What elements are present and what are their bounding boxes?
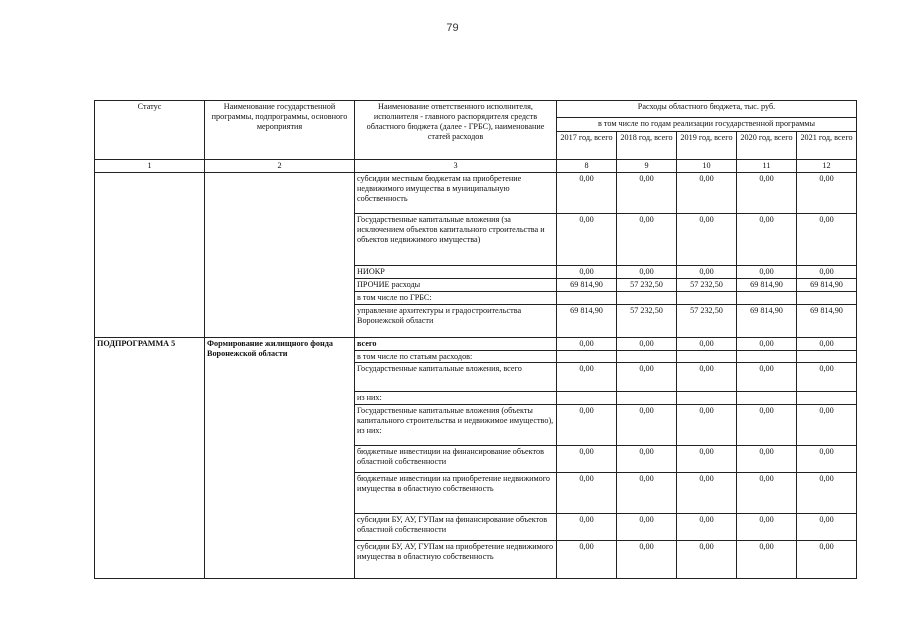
value-cell: 0,00 — [557, 213, 617, 265]
value-cell: 0,00 — [557, 337, 617, 350]
value-cell: 0,00 — [677, 473, 737, 514]
row-label: субсидии местным бюджетам на приобретение недвижимого имущества в муниципальную собственность — [355, 172, 557, 213]
value-cell: 69 814,90 — [797, 278, 857, 291]
column-number: 3 — [355, 160, 557, 173]
value-cell: 0,00 — [797, 363, 857, 392]
value-cell: 0,00 — [617, 265, 677, 278]
value-cell: 69 814,90 — [737, 304, 797, 337]
row-label: Государственные капитальные вложения, всего — [355, 363, 557, 392]
row-label: бюджетные инвестиции на приобретение недвижимого имущества в областную собственность — [355, 473, 557, 514]
value-cell: 69 814,90 — [797, 304, 857, 337]
value-cell: 69 814,90 — [557, 304, 617, 337]
column-number-row — [95, 160, 857, 173]
page-number: 79 — [446, 22, 459, 34]
value-cell — [797, 291, 857, 304]
value-cell: 0,00 — [677, 446, 737, 473]
name-cell-empty — [205, 172, 355, 337]
value-cell: 0,00 — [617, 541, 677, 579]
column-number: 10 — [677, 160, 737, 173]
value-cell — [677, 291, 737, 304]
subprogram-status: ПОДПРОГРАММА 5 — [95, 337, 205, 579]
value-cell: 0,00 — [617, 213, 677, 265]
value-cell: 0,00 — [677, 514, 737, 541]
value-cell: 0,00 — [737, 363, 797, 392]
value-cell: 57 232,50 — [617, 278, 677, 291]
value-cell: 0,00 — [677, 405, 737, 446]
column-number: 1 — [95, 160, 205, 173]
value-cell: 0,00 — [737, 405, 797, 446]
header-year: 2020 год, всего — [737, 132, 797, 160]
value-cell: 0,00 — [557, 473, 617, 514]
row-label: субсидии БУ, АУ, ГУПам на приобретение недвижимого имущества в областную собственность — [355, 541, 557, 579]
column-number: 2 — [205, 160, 355, 173]
value-cell: 0,00 — [797, 337, 857, 350]
value-cell — [557, 291, 617, 304]
value-cell: 0,00 — [797, 172, 857, 213]
column-number: 9 — [617, 160, 677, 173]
value-cell: 0,00 — [797, 405, 857, 446]
value-cell: 0,00 — [677, 337, 737, 350]
table-row — [95, 337, 857, 350]
value-cell: 0,00 — [617, 446, 677, 473]
value-cell — [677, 392, 737, 405]
value-cell: 0,00 — [677, 213, 737, 265]
column-number: 12 — [797, 160, 857, 173]
value-cell: 0,00 — [557, 514, 617, 541]
value-cell — [617, 291, 677, 304]
value-cell: 0,00 — [737, 446, 797, 473]
row-label: бюджетные инвестиции на финансирование объектов областной собственности — [355, 446, 557, 473]
row-label: НИОКР — [355, 265, 557, 278]
value-cell: 0,00 — [557, 541, 617, 579]
header-row — [95, 101, 857, 118]
subprogram-name: Формирование жилищного фонда Воронежской области — [205, 337, 355, 579]
column-number: 8 — [557, 160, 617, 173]
value-cell: 69 814,90 — [737, 278, 797, 291]
row-label: субсидии БУ, АУ, ГУПам на финансирование объектов областной собственности — [355, 514, 557, 541]
value-cell — [797, 350, 857, 363]
value-cell — [617, 350, 677, 363]
value-cell: 57 232,50 — [677, 304, 737, 337]
row-label: Государственные капитальные вложения (объекты капитального строительства и недвижимое имущество), из них: — [355, 405, 557, 446]
value-cell — [677, 350, 737, 363]
value-cell: 0,00 — [737, 514, 797, 541]
row-label: в том числе по ГРБС: — [355, 291, 557, 304]
header-executor: Наименование ответственного исполнителя, исполнителя - главного распорядителя средств областного бюджета (далее - ГРБС), наименование статей расходов — [355, 101, 557, 160]
value-cell: 0,00 — [797, 446, 857, 473]
value-cell: 0,00 — [617, 514, 677, 541]
value-cell: 0,00 — [677, 363, 737, 392]
value-cell — [737, 350, 797, 363]
value-cell — [797, 392, 857, 405]
status-cell-empty — [95, 172, 205, 337]
value-cell: 57 232,50 — [617, 304, 677, 337]
row-label: ПРОЧИЕ расходы — [355, 278, 557, 291]
value-cell — [557, 350, 617, 363]
header-by-years: в том числе по годам реализации государственной программы — [557, 118, 857, 132]
header-expenses: Расходы областного бюджета, тыс. руб. — [557, 101, 857, 118]
value-cell: 0,00 — [737, 213, 797, 265]
value-cell: 0,00 — [737, 265, 797, 278]
value-cell: 0,00 — [617, 172, 677, 213]
header-year: 2018 год, всего — [617, 132, 677, 160]
value-cell: 0,00 — [557, 172, 617, 213]
value-cell: 0,00 — [797, 265, 857, 278]
column-number: 11 — [737, 160, 797, 173]
header-year: 2017 год, всего — [557, 132, 617, 160]
value-cell — [557, 392, 617, 405]
row-label: в том числе по статьям расходов: — [355, 350, 557, 363]
value-cell: 0,00 — [557, 446, 617, 473]
row-label: всего — [355, 337, 557, 350]
value-cell — [617, 392, 677, 405]
header-status: Статус — [95, 101, 205, 160]
value-cell: 0,00 — [737, 172, 797, 213]
value-cell: 0,00 — [737, 337, 797, 350]
value-cell: 0,00 — [617, 405, 677, 446]
value-cell: 0,00 — [557, 363, 617, 392]
header-year: 2019 год, всего — [677, 132, 737, 160]
value-cell: 0,00 — [797, 514, 857, 541]
value-cell: 0,00 — [797, 213, 857, 265]
value-cell: 0,00 — [677, 541, 737, 579]
value-cell: 0,00 — [617, 337, 677, 350]
value-cell: 0,00 — [737, 541, 797, 579]
row-label: управление архитектуры и градостроительства Воронежской области — [355, 304, 557, 337]
value-cell: 0,00 — [677, 265, 737, 278]
value-cell — [737, 291, 797, 304]
value-cell: 0,00 — [797, 473, 857, 514]
value-cell: 0,00 — [617, 473, 677, 514]
value-cell: 57 232,50 — [677, 278, 737, 291]
value-cell: 0,00 — [617, 363, 677, 392]
value-cell — [737, 392, 797, 405]
header-year: 2021 год, всего — [797, 132, 857, 160]
row-label: из них: — [355, 392, 557, 405]
value-cell: 0,00 — [557, 405, 617, 446]
value-cell: 69 814,90 — [557, 278, 617, 291]
value-cell: 0,00 — [797, 541, 857, 579]
header-name: Наименование государственной программы, подпрограммы, основного мероприятия — [205, 101, 355, 160]
value-cell: 0,00 — [557, 265, 617, 278]
value-cell: 0,00 — [677, 172, 737, 213]
budget-table — [94, 100, 857, 579]
value-cell: 0,00 — [737, 473, 797, 514]
row-label: Государственные капитальные вложения (за исключением объектов капитального строительства и объектов недвижимого имущества) — [355, 213, 557, 265]
table-row — [95, 172, 857, 213]
